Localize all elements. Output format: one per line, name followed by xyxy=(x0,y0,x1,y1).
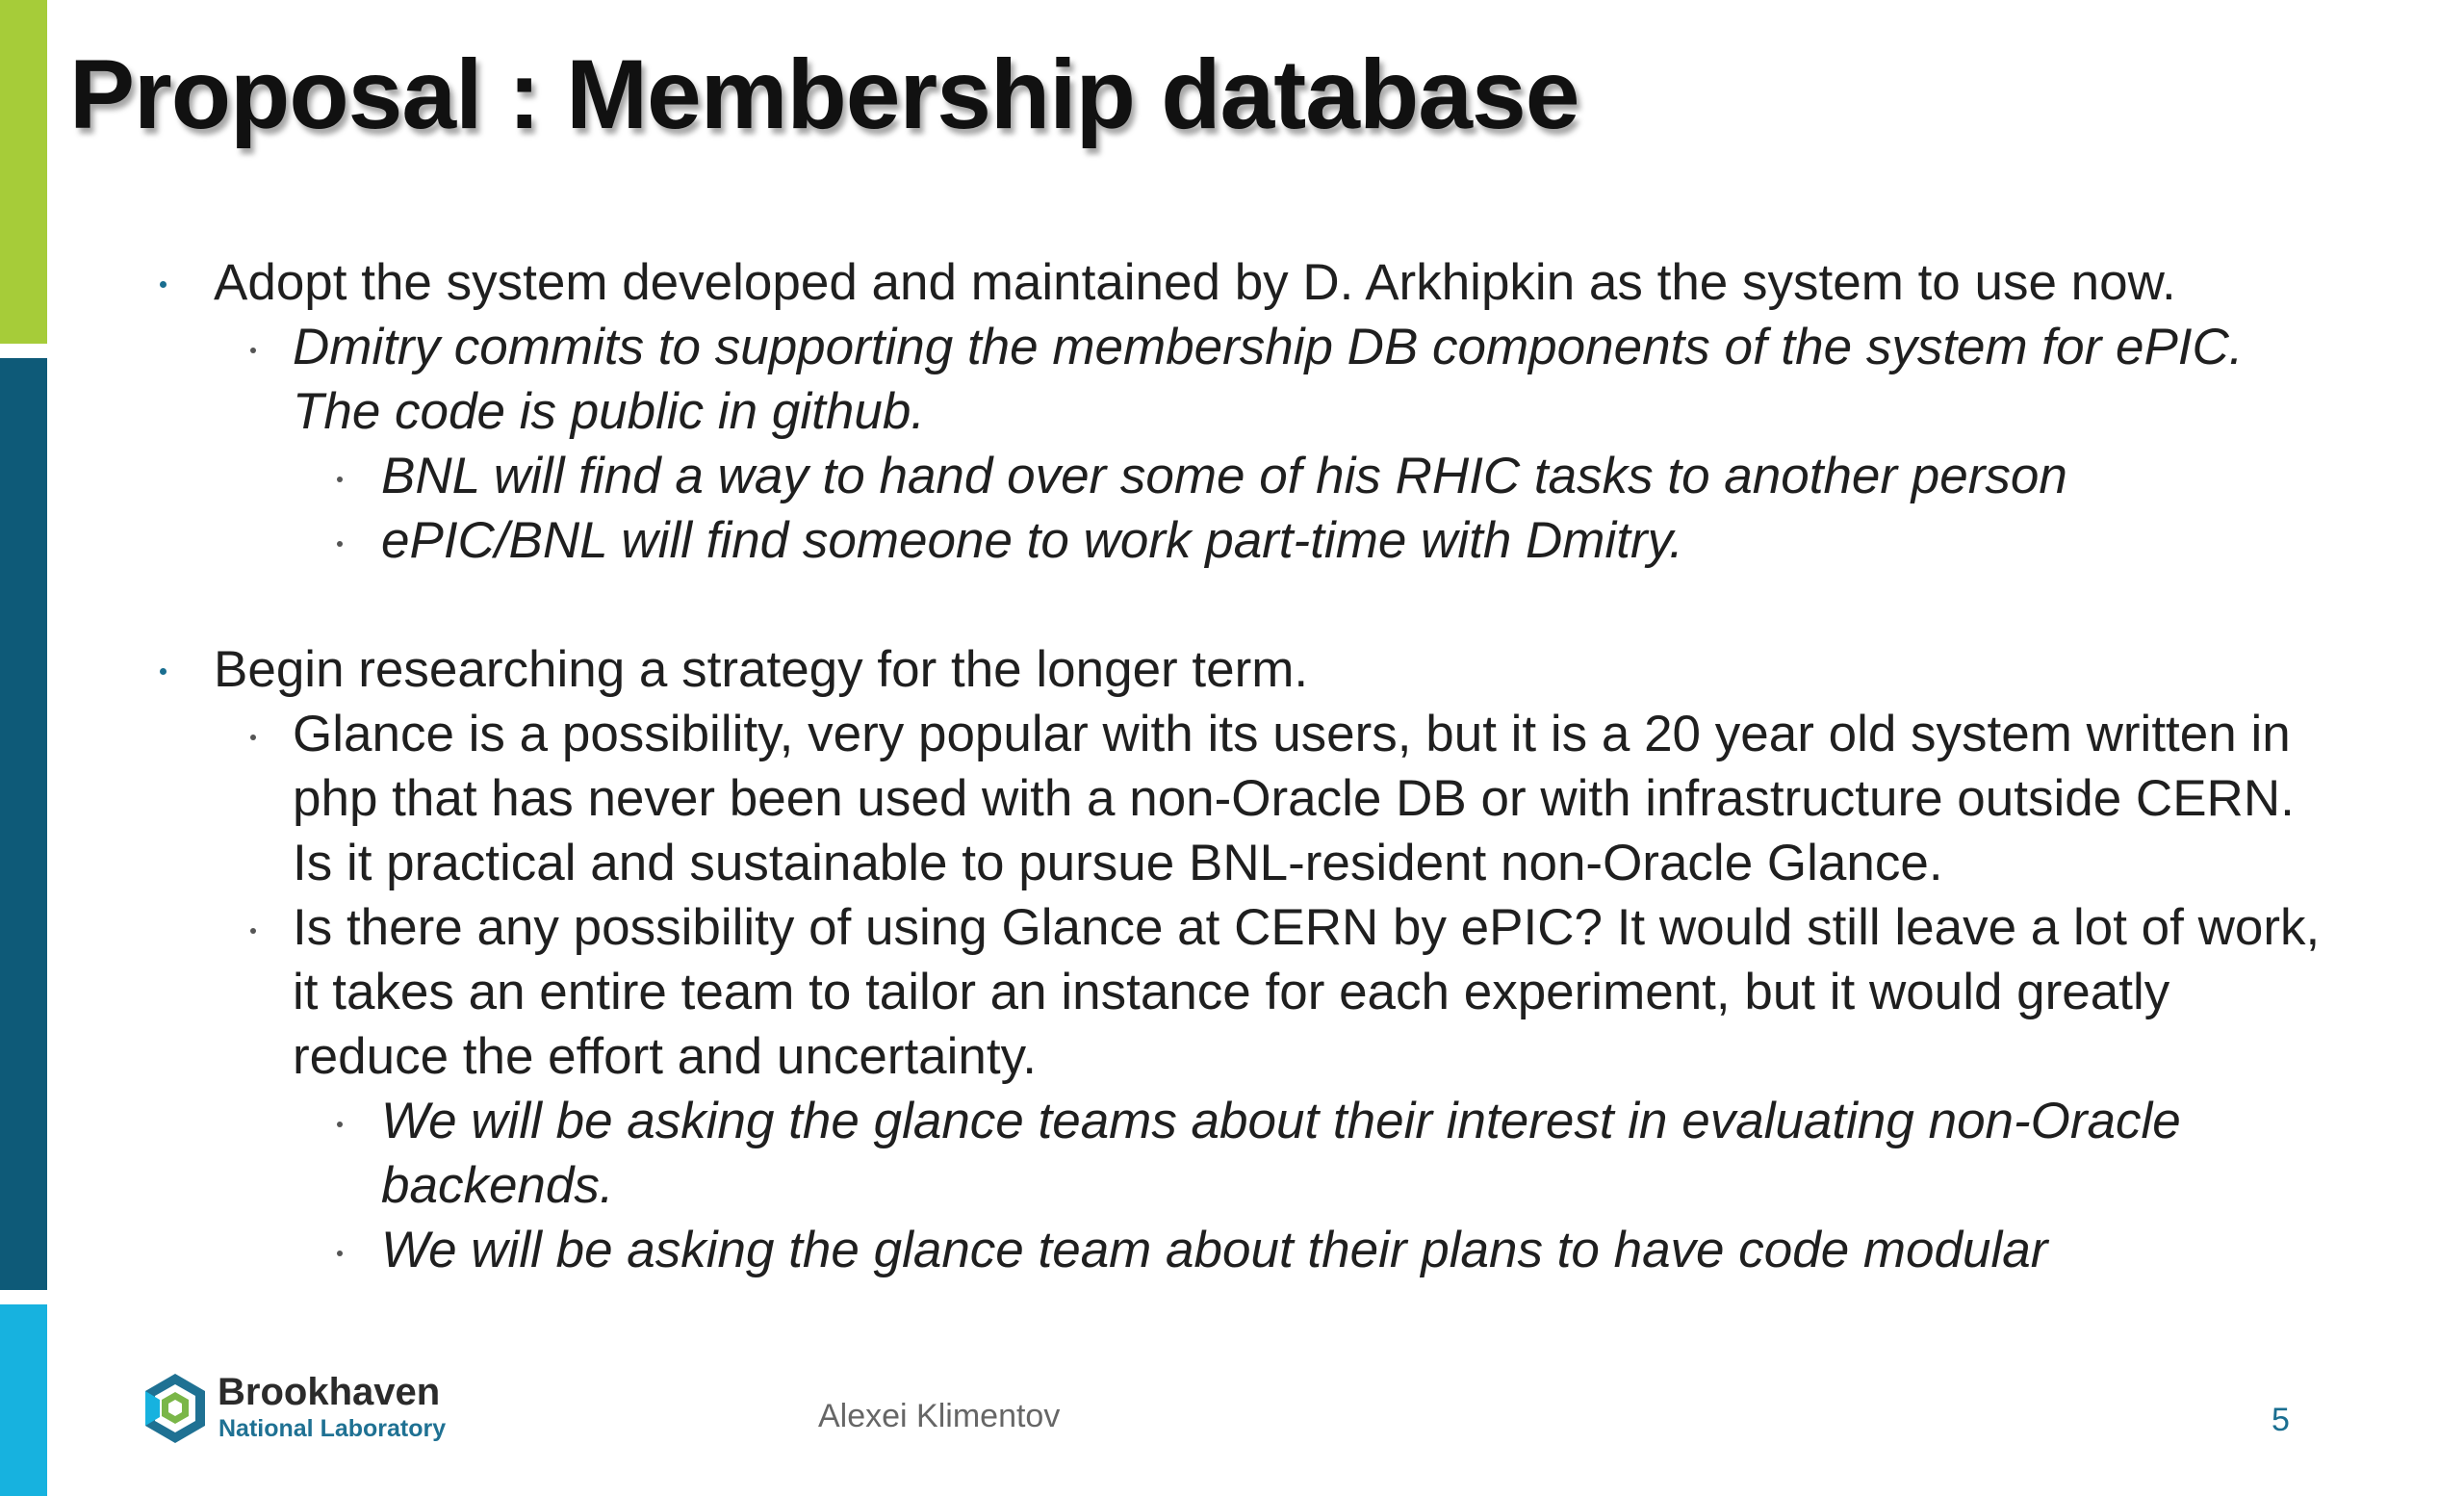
bullet-text: BNL will find a way to hand over some of his RHIC tasks to another person xyxy=(381,448,2067,504)
accent-bar-cyan xyxy=(0,1304,47,1496)
brookhaven-logo xyxy=(141,1371,458,1452)
bullet-dot-icon xyxy=(337,1122,343,1127)
bullet-text: Adopt the system developed and maintained by D. Arkhipkin as the system to use now. xyxy=(214,254,2176,311)
bullet-text: ePIC/BNL will find someone to work part-time with Dmitry. xyxy=(381,512,1683,569)
bullet-dot-icon xyxy=(160,281,167,288)
logo-subtitle: National Laboratory xyxy=(218,1415,447,1442)
sub-sub-bullet-item xyxy=(154,1218,2445,1282)
bullet-text: Glance is a possibility, very popular with its users, but it is a 20 year old system written in xyxy=(293,706,2291,762)
bullet-text: The code is public in github. xyxy=(293,383,926,440)
spacer xyxy=(154,573,2445,637)
bullet-dot-icon xyxy=(160,668,167,675)
bullet-dot-icon xyxy=(250,928,256,934)
bullet-dot-icon xyxy=(250,735,256,740)
sub-sub-bullet-item xyxy=(154,1089,2445,1218)
sub-sub-bullet-item xyxy=(154,508,2445,573)
bullet-text: it takes an entire team to tailor an instance for each experiment, but it would greatly xyxy=(293,964,2170,1020)
sub-bullet-item xyxy=(154,702,2445,895)
sub-sub-bullet-item xyxy=(154,444,2445,508)
bullet-item xyxy=(154,250,2445,315)
bullet-list xyxy=(154,250,2445,1282)
bullet-text: Is there any possibility of using Glance at CERN by ePIC? It would still leave a lot of work, xyxy=(293,899,2321,956)
bullet-dot-icon xyxy=(337,477,343,482)
bullet-text: Is it practical and sustainable to pursue BNL-resident non-Oracle Glance. xyxy=(293,835,1943,891)
bullet-text: php that has never been used with a non-Oracle DB or with infrastructure outside CERN. xyxy=(293,770,2295,827)
footer-author: Alexei Klimentov xyxy=(818,1398,1061,1434)
page-number: 5 xyxy=(2272,1402,2290,1438)
bullet-text: We will be asking the glance team about their plans to have code modular xyxy=(381,1222,2048,1278)
bullet-text: We will be asking the glance teams about their interest in evaluating non-Oracle xyxy=(381,1093,2181,1149)
bullet-dot-icon xyxy=(250,348,256,353)
bullet-item xyxy=(154,637,2445,702)
bullet-dot-icon xyxy=(337,1251,343,1256)
accent-bar-navy xyxy=(0,358,47,1290)
bullet-text: backends. xyxy=(381,1157,614,1214)
accent-bar-green xyxy=(0,0,47,344)
sub-bullet-item xyxy=(154,315,2445,444)
bullet-text: Dmitry commits to supporting the membership DB components of the system for ePIC. xyxy=(293,319,2244,375)
sub-bullet-item xyxy=(154,895,2445,1089)
bullet-dot-icon xyxy=(337,541,343,547)
bullet-text: Begin researching a strategy for the longer term. xyxy=(214,641,1309,698)
logo-name: Brookhaven xyxy=(218,1371,441,1413)
hexagon-logo-icon xyxy=(141,1371,210,1452)
bullet-text: reduce the effort and uncertainty. xyxy=(293,1028,1037,1085)
slide-title: Proposal : Membership database xyxy=(69,39,1579,149)
